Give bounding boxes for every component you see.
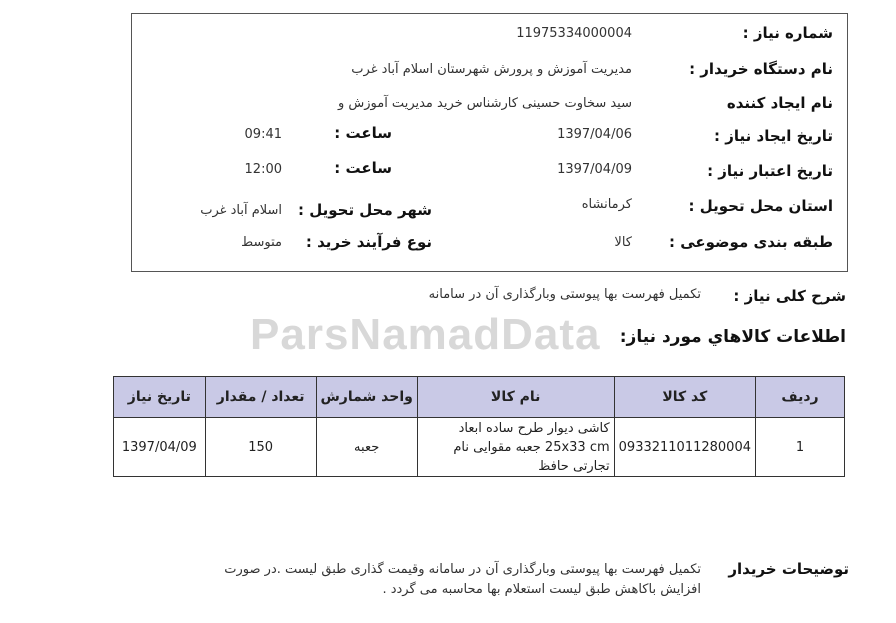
col-date: تاریخ نیاز	[114, 377, 206, 418]
cell-name: کاشی دیوار طرح ساده ابعاد 25x33 cm جعبه مقوایی نام تجارتی حافظ	[417, 418, 614, 477]
goods-section-title: اطلاعات کالاهاي مورد نياز:	[619, 327, 846, 347]
created-time-label: ساعت :	[334, 124, 392, 142]
goods-table	[113, 376, 845, 477]
buyer-label: نام دستگاه خریدار :	[689, 60, 833, 78]
process-value: متوسط	[241, 235, 282, 250]
city-value: اسلام آباد غرب	[200, 203, 282, 218]
category-value: کالا	[614, 235, 632, 250]
buyer-notes-line1: تکمیل فهرست بها پیوستی وبارگذاری آن در سامانه وقیمت گذاری طبق لیست .در صورت	[224, 562, 701, 577]
city-label: شهر محل تحویل :	[297, 201, 432, 219]
valid-date-value: 1397/04/09	[557, 162, 632, 177]
cell-row: 1	[756, 418, 845, 477]
need-number-label: شماره نیاز :	[742, 24, 833, 42]
creator-value: سید سخاوت حسینی کارشناس خرید مدیریت آموزش و	[337, 96, 632, 111]
table-header-row	[114, 377, 845, 418]
col-row: ردیف	[756, 377, 845, 418]
cell-unit: جعبه	[316, 418, 417, 477]
summary-label: شرح کلی نیاز :	[733, 287, 846, 305]
buyer-notes-line2: افزایش باکاهش طبق لیست استعلام بها محاسبه می گردد .	[382, 582, 701, 597]
buyer-value: مدیریت آموزش و پرورش شهرستان اسلام آباد غرب	[351, 62, 632, 77]
cell-code: 0933211011280004	[614, 418, 755, 477]
created-date-value: 1397/04/06	[557, 127, 632, 142]
col-code: کد کالا	[614, 377, 755, 418]
province-value: کرمانشاه	[581, 197, 632, 212]
col-name: نام کالا	[417, 377, 614, 418]
created-date-label: تاریخ ایجاد نیاز :	[714, 127, 833, 145]
valid-time-label: ساعت :	[334, 159, 392, 177]
buyer-notes-label: توضیحات خریدار	[728, 560, 849, 578]
cell-date: 1397/04/09	[114, 418, 206, 477]
watermark: ParsNamadData	[250, 310, 601, 359]
col-qty: تعداد / مقدار	[205, 377, 316, 418]
valid-date-label: تاریخ اعتبار نیاز :	[707, 162, 833, 180]
created-time-value: 09:41	[244, 127, 282, 142]
col-unit: واحد شمارش	[316, 377, 417, 418]
valid-time-value: 12:00	[244, 162, 282, 177]
process-label: نوع فرآیند خرید :	[305, 233, 432, 251]
category-label: طبقه بندی موضوعی :	[669, 233, 833, 251]
need-number-value: 11975334000004	[516, 26, 632, 41]
province-label: استان محل تحویل :	[688, 197, 833, 215]
need-details-box	[131, 13, 848, 272]
cell-qty: 150	[205, 418, 316, 477]
creator-label: نام ایجاد کننده	[726, 94, 833, 112]
summary-value: تکمیل فهرست بها پیوستی وبارگذاری آن در سامانه	[428, 287, 701, 302]
table-row	[114, 418, 845, 477]
